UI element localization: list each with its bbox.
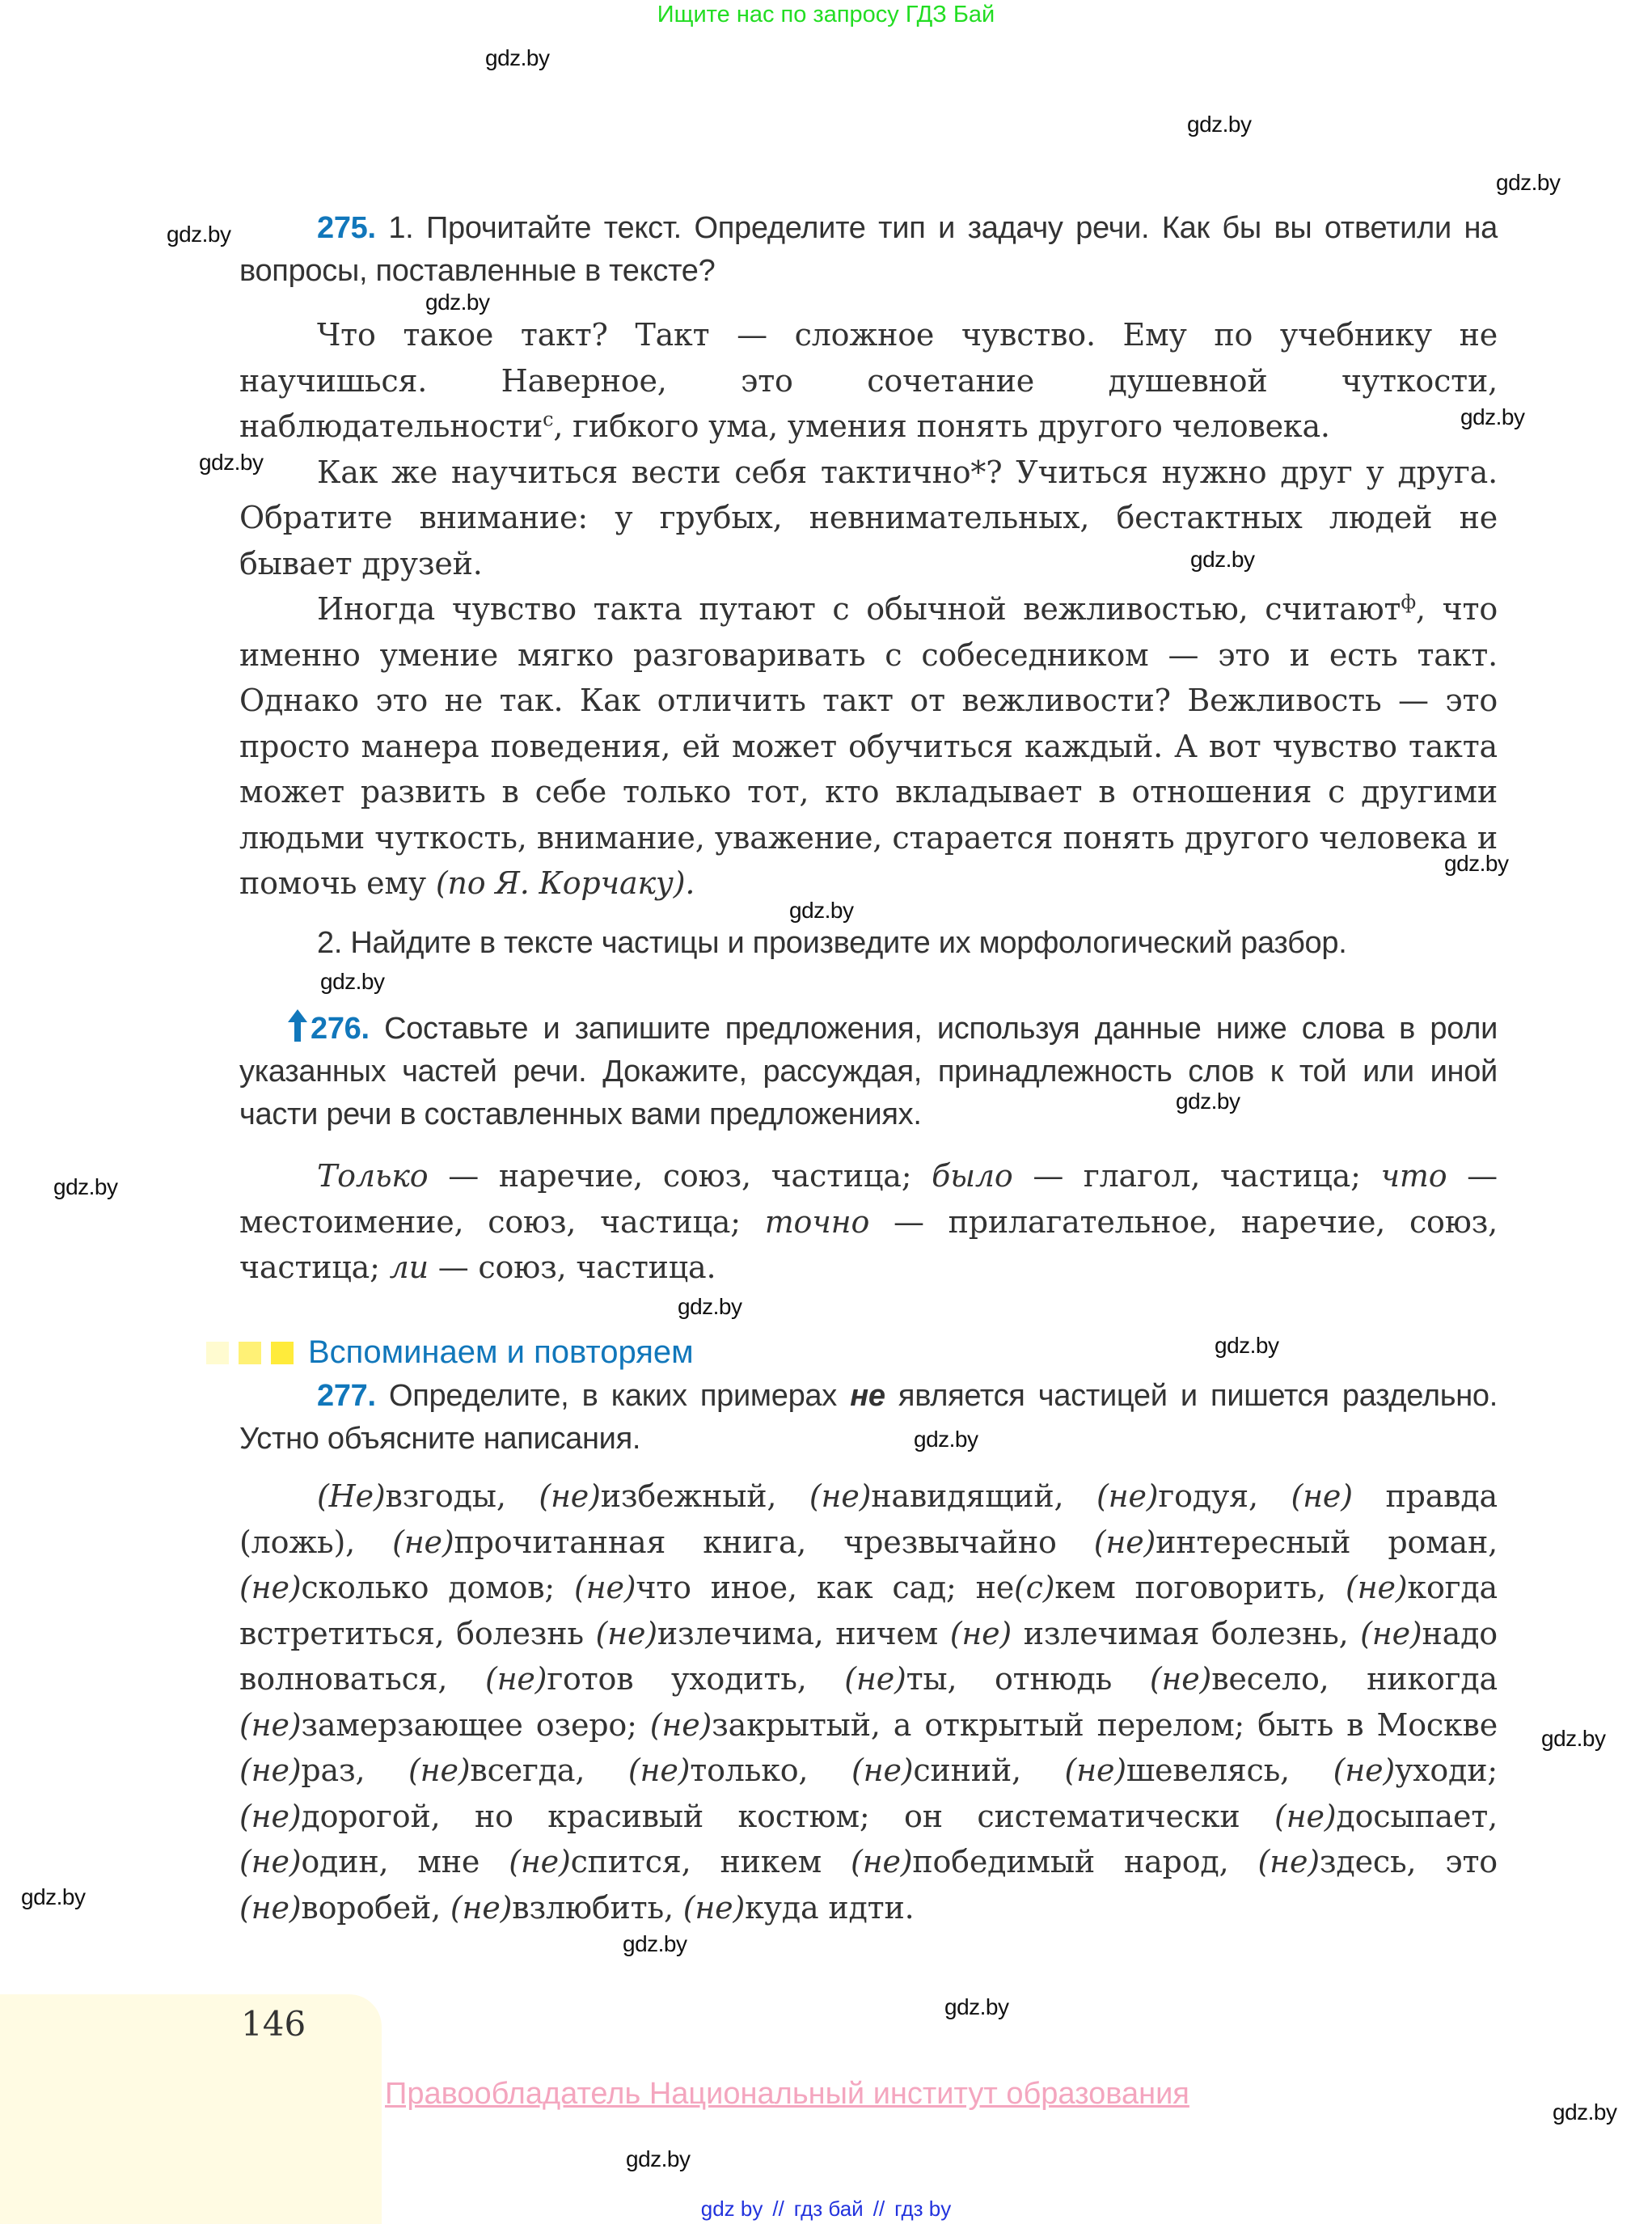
example-word: годуя,: [1158, 1478, 1291, 1514]
example-word: кем поговорить,: [1054, 1570, 1346, 1605]
particle-prefix: (не): [1093, 1524, 1156, 1560]
watermark: gdz.by: [199, 450, 264, 475]
particle-prefix: (не): [1291, 1478, 1353, 1514]
particle-prefix: (не): [392, 1524, 454, 1560]
example-word: излечимая болезнь,: [1012, 1615, 1361, 1651]
watermark: gdz.by: [789, 898, 854, 923]
particle-prefix: (не): [239, 1706, 302, 1743]
watermark: gdz.by: [1444, 851, 1509, 876]
section-title: Вспоминаем и повторяем: [308, 1334, 694, 1370]
example-word: раз,: [301, 1753, 409, 1788]
exercise-275-task: [239, 207, 1498, 293]
example-word: победимый народ,: [912, 1844, 1258, 1879]
example-word: взлюбить,: [512, 1889, 683, 1926]
text: Как же научиться вести себя тактично*? Учиться нужно друг у друга. Обратите внимание: у грубых, невнимательных, бестактных людей не бывает друзей.: [239, 454, 1498, 581]
example-word: уходи;: [1394, 1753, 1498, 1788]
parts-of-speech: — союз, частица.: [428, 1249, 716, 1285]
task-text: является частицей и пишется раздельно. Устно объясните написания.: [239, 1379, 1498, 1456]
watermark: gdz.by: [1553, 2099, 1617, 2125]
particle-prefix: (Не): [317, 1478, 386, 1514]
particle-prefix: (не): [1096, 1478, 1159, 1514]
task-text: 1. Прочитайте текст. Определите тип и задачу речи. Как бы вы ответили на вопросы, поставленные в тексте?: [239, 211, 1498, 288]
example-word: спится, никем: [570, 1844, 851, 1879]
example-word: ты, отнюдь: [906, 1661, 1150, 1697]
watermark: gdz.by: [623, 1931, 687, 1956]
exercise-number: 275.: [317, 211, 376, 245]
particle-prefix: (не): [627, 1753, 691, 1788]
example-word: синий,: [913, 1753, 1065, 1788]
particle-prefix: (не): [595, 1615, 657, 1651]
examples: [239, 1474, 1498, 1930]
footer-link[interactable]: гдз by: [894, 2197, 952, 2221]
example-word: воробей,: [301, 1889, 450, 1926]
watermark: gdz.by: [914, 1427, 978, 1452]
watermark: gdz.by: [944, 1994, 1009, 2019]
particle-prefix: (не): [509, 1844, 571, 1879]
particle-prefix: (не): [484, 1661, 547, 1697]
example-word: что иное, как сад; не: [636, 1570, 1015, 1605]
example-word: только,: [690, 1753, 851, 1788]
example-word: готов уходить,: [547, 1661, 845, 1697]
exercise-275-task-2: 2. Найдите в тексте частицы и произведите их морфологический разбор.: [317, 926, 1347, 960]
watermark: gdz.by: [1190, 547, 1255, 572]
page-number: 146: [241, 2004, 306, 2044]
exercise-number: 276.: [311, 1012, 370, 1046]
particle-prefix: (не): [844, 1661, 906, 1697]
watermark: gdz.by: [485, 45, 550, 70]
wordlist: [239, 1153, 1498, 1291]
watermark: gdz.by: [53, 1174, 118, 1199]
example-word: прочитанная книга, чрезвычайно: [454, 1524, 1094, 1560]
example-word: когда встретиться, болезнь: [239, 1570, 1498, 1651]
word: точно: [764, 1203, 870, 1240]
particle-prefix: (не): [1064, 1753, 1126, 1788]
task-text: Составьте и запишите предложения, используя данные ниже слова в роли указанных частей речи. Докажите, рассуждая, принадлежность слов к той или иной части речи в составленных вами предложениях.: [239, 1012, 1498, 1131]
square-icon: [239, 1342, 261, 1364]
text: Иногда чувство такта путают с обычной вежливостью, считают: [317, 591, 1401, 627]
example-word: дорогой, но красивый костюм; он систематически: [301, 1798, 1275, 1834]
watermark: gdz.by: [21, 1884, 86, 1909]
particle-prefix: (не): [1333, 1753, 1395, 1788]
emphasis: не: [850, 1379, 885, 1413]
footer-link[interactable]: gdz by: [700, 2197, 763, 2221]
watermark: gdz.by: [1496, 170, 1561, 195]
example-word: правда (ложь),: [239, 1478, 1498, 1560]
particle-prefix: (с): [1014, 1570, 1055, 1605]
example-word: закрытый, а открытый перелом; быть в Москве: [712, 1706, 1498, 1743]
word: ли: [389, 1249, 429, 1285]
text: Что такое такт? Такт — сложное чувство. Ему по учебнику не научишься. Наверное, это сочетание душевной чуткости, наблюдательности: [239, 317, 1498, 444]
particle-prefix: (не): [239, 1844, 302, 1879]
particle-prefix: (не): [239, 1798, 302, 1834]
parts-of-speech: — прилагательное, наречие, союз, частица;: [239, 1203, 1498, 1285]
watermark: gdz.by: [425, 290, 490, 315]
footer-link[interactable]: гдз бай: [793, 2197, 864, 2221]
particle-prefix: (не): [851, 1844, 913, 1879]
word: было: [932, 1158, 1013, 1194]
particle-prefix: (не): [1257, 1844, 1320, 1879]
watermark: gdz.by: [320, 969, 385, 994]
particle-prefix: (не): [239, 1753, 302, 1788]
watermark: gdz.by: [1460, 404, 1525, 429]
example-word: шевелясь,: [1126, 1753, 1333, 1788]
particle-prefix: (не): [408, 1753, 471, 1788]
particle-prefix: (не): [851, 1753, 914, 1788]
separator: //: [872, 2197, 885, 2221]
page-number-tab: [0, 1994, 382, 2224]
example-word: весело, никогда: [1211, 1661, 1498, 1697]
example-word: сколько домов;: [301, 1570, 574, 1605]
particle-prefix: (не): [1274, 1798, 1337, 1834]
footnote-mark: с: [543, 408, 554, 431]
parts-of-speech: — наречие, союз, частица;: [428, 1158, 932, 1194]
example-word: всегда,: [470, 1753, 628, 1788]
footer-links: [0, 2197, 1652, 2222]
particle-prefix: (не): [573, 1570, 636, 1605]
paragraph: [239, 450, 1498, 587]
example-word: надо волноваться,: [239, 1615, 1498, 1697]
particle-prefix: (не): [450, 1889, 513, 1926]
example-word: куда идти.: [745, 1889, 915, 1926]
watermark: gdz.by: [1176, 1089, 1240, 1114]
example-word: замерзающее озеро;: [301, 1706, 650, 1743]
example-word: навидящий,: [871, 1478, 1097, 1514]
footnote-mark: ф: [1401, 590, 1416, 614]
exercise-276-wordlist: [239, 1153, 1498, 1291]
exercise-276-task: [239, 1008, 1498, 1136]
text: , гибкого ума, умения понять другого человека.: [553, 408, 1330, 444]
section-heading: [206, 1334, 694, 1371]
particle-prefix: (не): [1149, 1661, 1212, 1697]
paragraph: [239, 586, 1498, 907]
particle-prefix: (не): [239, 1570, 302, 1605]
particle-prefix: (не): [649, 1706, 712, 1743]
word: что: [1380, 1158, 1447, 1194]
particle-prefix: (не): [682, 1889, 746, 1926]
particle-prefix: (не): [809, 1478, 872, 1514]
separator: //: [772, 2197, 784, 2221]
example-word: досыпает,: [1336, 1798, 1498, 1834]
example-word: интересный роман,: [1156, 1524, 1498, 1560]
attribution: (по Я. Корчаку).: [435, 865, 695, 901]
square-icon: [206, 1342, 229, 1364]
exercise-number: 277.: [317, 1379, 376, 1413]
example-word: излечима, ничем: [657, 1615, 950, 1651]
task-text: Определите, в каких примерах: [389, 1379, 851, 1413]
copyright-link[interactable]: Правообладатель Национальный институт образования: [385, 2077, 1189, 2111]
text: , что именно умение мягко разговаривать с собеседником — это и есть такт. Однако это не так. Как отличить такт от вежливости? Вежливость — это просто манера поведения, ей может обучиться каждый. А вот чувство такта может развить в себе только тот, кто вкладывает в отношения с другими людьми чуткость, внимание, уважение, старается понять другого человека и помочь ему: [239, 591, 1498, 901]
example-word: избежный,: [600, 1478, 809, 1514]
exercise-277-task: [239, 1375, 1498, 1461]
exercise-277-examples: [239, 1474, 1498, 1930]
watermark: gdz.by: [678, 1294, 742, 1319]
watermark: gdz.by: [1215, 1333, 1279, 1358]
search-banner: Ищите нас по запросу ГДЗ Бай: [657, 2, 995, 27]
word: Только: [317, 1158, 429, 1194]
watermark: gdz.by: [167, 222, 231, 247]
particle-prefix: (не): [1346, 1570, 1408, 1605]
watermark: gdz.by: [1541, 1726, 1606, 1751]
example-word: один, мне: [301, 1844, 509, 1879]
watermark: gdz.by: [626, 2146, 691, 2171]
parts-of-speech: — местоимение, союз, частица;: [239, 1158, 1498, 1240]
exercise-275-passage: [239, 312, 1498, 907]
particle-prefix: (не): [539, 1478, 601, 1514]
square-icon: [271, 1342, 294, 1364]
particle-prefix: (не): [1360, 1615, 1422, 1651]
example-word: взгоды,: [385, 1478, 539, 1514]
particle-prefix: (не): [239, 1889, 302, 1926]
paragraph: [239, 312, 1498, 450]
particle-prefix: (не): [949, 1615, 1012, 1651]
example-word: здесь, это: [1319, 1844, 1498, 1879]
parts-of-speech: — глагол, частица;: [1012, 1158, 1381, 1194]
arrow-up-icon: [288, 1009, 307, 1042]
watermark: gdz.by: [1187, 112, 1252, 137]
